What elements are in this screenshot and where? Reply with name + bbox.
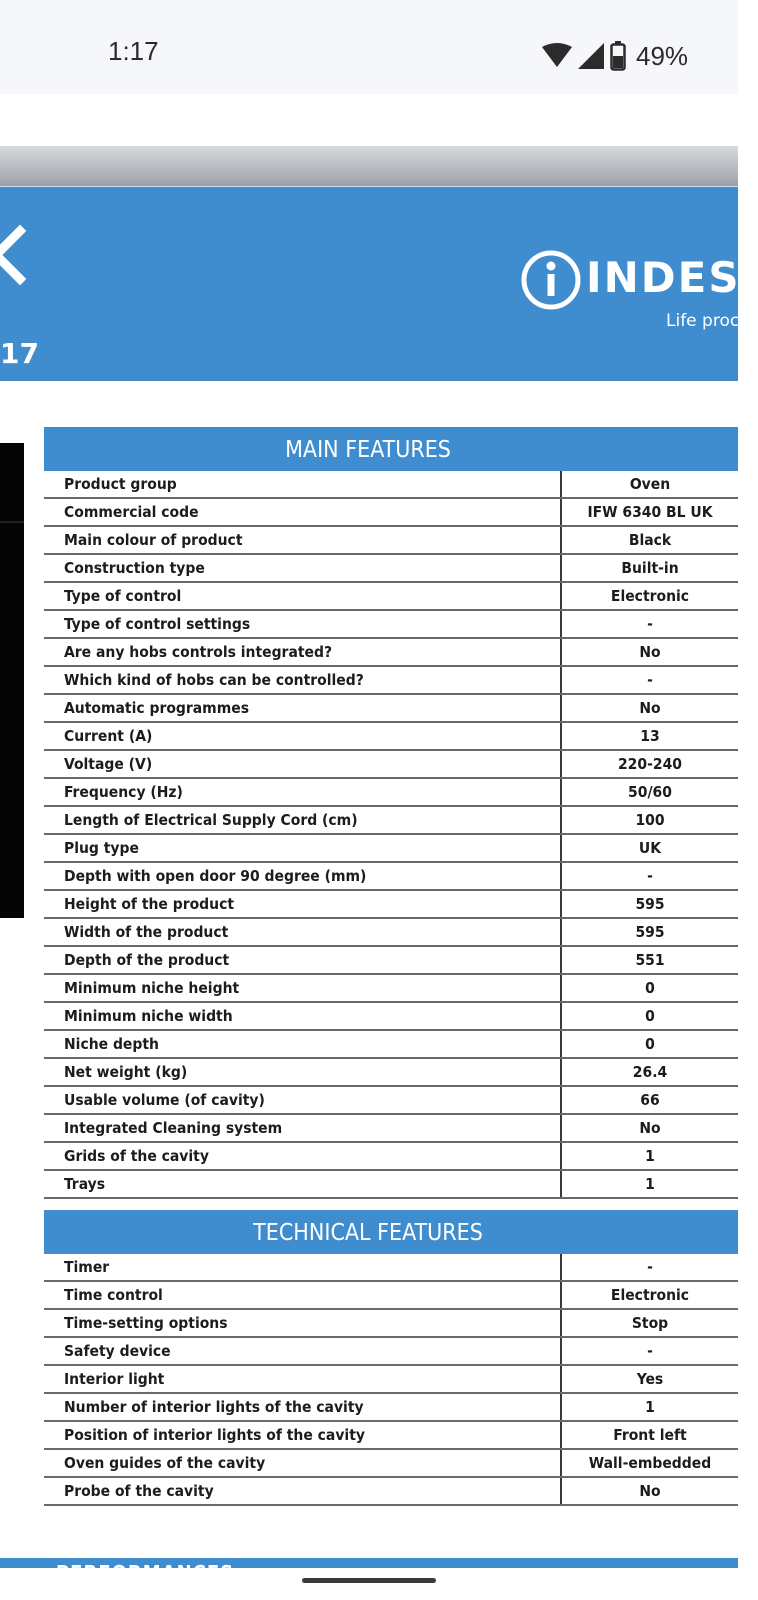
feature-value: No (561, 694, 738, 722)
brand-name: INDESI (586, 253, 758, 302)
feature-value: 26.4 (561, 1058, 738, 1086)
wifi-icon (542, 43, 572, 69)
feature-value: 50/60 (561, 778, 738, 806)
table-row (44, 918, 738, 946)
feature-label: Are any hobs controls integrated? (44, 638, 561, 666)
table-row (44, 1086, 738, 1114)
table-row (44, 946, 738, 974)
table-row (44, 1449, 738, 1477)
feature-value: 220-240 (561, 750, 738, 778)
table-row (44, 778, 738, 806)
feature-label: Probe of the cavity (44, 1477, 561, 1505)
feature-label: Automatic programmes (44, 694, 561, 722)
table-row (44, 806, 738, 834)
table-row (44, 582, 738, 610)
viewer-toolbar-band (0, 146, 738, 188)
feature-label: Depth with open door 90 degree (mm) (44, 862, 561, 890)
table-row (44, 1114, 738, 1142)
feature-value: 1 (561, 1170, 738, 1198)
feature-value: - (561, 1337, 738, 1365)
feature-label: Usable volume (of cavity) (44, 1086, 561, 1114)
table-row (44, 1337, 738, 1365)
document-header (0, 187, 758, 381)
technical-features-title: TECHNICAL FEATURES (44, 1210, 738, 1254)
feature-label: Current (A) (44, 722, 561, 750)
table-row (44, 498, 738, 526)
feature-label: Which kind of hobs can be controlled? (44, 666, 561, 694)
feature-label: Oven guides of the cavity (44, 1449, 561, 1477)
feature-value: 551 (561, 946, 738, 974)
table-row (44, 1142, 738, 1170)
feature-value: - (561, 610, 738, 638)
feature-label: Height of the product (44, 890, 561, 918)
table-row (44, 1477, 738, 1505)
battery-percentage: 49% (636, 40, 689, 71)
feature-value: Oven (561, 471, 738, 498)
table-row (44, 1393, 738, 1421)
feature-value: 595 (561, 890, 738, 918)
feature-value: Wall-embedded (561, 1449, 738, 1477)
status-time: 1:17 (108, 36, 159, 66)
table-row (44, 862, 738, 890)
product-image-edge (0, 443, 24, 918)
feature-value: 0 (561, 1030, 738, 1058)
feature-value: Black (561, 526, 738, 554)
feature-value: Electronic (561, 582, 738, 610)
main-features-section (44, 427, 738, 1199)
table-row (44, 1002, 738, 1030)
page-number-fragment: 17 (0, 337, 39, 370)
cellular-signal-icon (578, 43, 604, 69)
feature-label: Time-setting options (44, 1309, 561, 1337)
table-row (44, 722, 738, 750)
gesture-nav-handle[interactable] (302, 1578, 436, 1583)
feature-value: No (561, 638, 738, 666)
feature-label: Integrated Cleaning system (44, 1114, 561, 1142)
feature-label: Interior light (44, 1365, 561, 1393)
feature-value: Electronic (561, 1281, 738, 1309)
feature-value: 0 (561, 974, 738, 1002)
feature-label: Plug type (44, 834, 561, 862)
bottom-navigation-area (0, 1568, 738, 1600)
feature-label: Number of interior lights of the cavity (44, 1393, 561, 1421)
feature-value: 13 (561, 722, 738, 750)
chevron-left-icon[interactable] (0, 225, 26, 285)
feature-label: Timer (44, 1254, 561, 1281)
feature-value: UK (561, 834, 738, 862)
table-row (44, 666, 738, 694)
feature-value: 100 (561, 806, 738, 834)
status-bar (0, 0, 738, 94)
table-row (44, 471, 738, 498)
feature-label: Depth of the product (44, 946, 561, 974)
feature-value: 595 (561, 918, 738, 946)
feature-label: Construction type (44, 554, 561, 582)
technical-features-section (44, 1210, 738, 1506)
feature-label: Main colour of product (44, 526, 561, 554)
feature-value: 66 (561, 1086, 738, 1114)
technical-features-table (44, 1254, 738, 1506)
table-row (44, 1281, 738, 1309)
table-row (44, 526, 738, 554)
table-row (44, 1309, 738, 1337)
main-features-title: MAIN FEATURES (44, 427, 738, 471)
feature-label: Frequency (Hz) (44, 778, 561, 806)
feature-value: Built-in (561, 554, 738, 582)
feature-label: Position of interior lights of the cavity (44, 1421, 561, 1449)
feature-label: Type of control (44, 582, 561, 610)
feature-value: 1 (561, 1142, 738, 1170)
feature-label: Time control (44, 1281, 561, 1309)
feature-value: No (561, 1477, 738, 1505)
brand-tagline: Life proc (666, 311, 740, 331)
feature-value: - (561, 666, 738, 694)
feature-label: Niche depth (44, 1030, 561, 1058)
feature-label: Safety device (44, 1337, 561, 1365)
feature-label: Grids of the cavity (44, 1142, 561, 1170)
feature-value: 0 (561, 1002, 738, 1030)
table-row (44, 1170, 738, 1198)
feature-label: Voltage (V) (44, 750, 561, 778)
feature-value: No (561, 1114, 738, 1142)
feature-value: Stop (561, 1309, 738, 1337)
main-features-table (44, 471, 738, 1199)
table-row (44, 1254, 738, 1281)
feature-label: Type of control settings (44, 610, 561, 638)
feature-value: IFW 6340 BL UK (561, 498, 738, 526)
feature-value: - (561, 862, 738, 890)
table-row (44, 750, 738, 778)
feature-label: Minimum niche height (44, 974, 561, 1002)
feature-label: Trays (44, 1170, 561, 1198)
table-row (44, 1421, 738, 1449)
table-row (44, 974, 738, 1002)
table-row (44, 638, 738, 666)
feature-label: Length of Electrical Supply Cord (cm) (44, 806, 561, 834)
table-row (44, 1058, 738, 1086)
feature-value: 1 (561, 1393, 738, 1421)
feature-label: Minimum niche width (44, 1002, 561, 1030)
table-row (44, 554, 738, 582)
feature-value: Front left (561, 1421, 738, 1449)
feature-label: Net weight (kg) (44, 1058, 561, 1086)
indesit-logo-icon (520, 249, 582, 311)
table-row (44, 1365, 738, 1393)
table-row (44, 890, 738, 918)
table-row (44, 610, 738, 638)
status-icons (542, 38, 688, 74)
feature-label: Width of the product (44, 918, 561, 946)
feature-value: - (561, 1254, 738, 1281)
table-row (44, 834, 738, 862)
battery-icon (610, 41, 626, 71)
table-row (44, 1030, 738, 1058)
feature-label: Commercial code (44, 498, 561, 526)
feature-label: Product group (44, 471, 561, 498)
feature-value: Yes (561, 1365, 738, 1393)
table-row (44, 694, 738, 722)
